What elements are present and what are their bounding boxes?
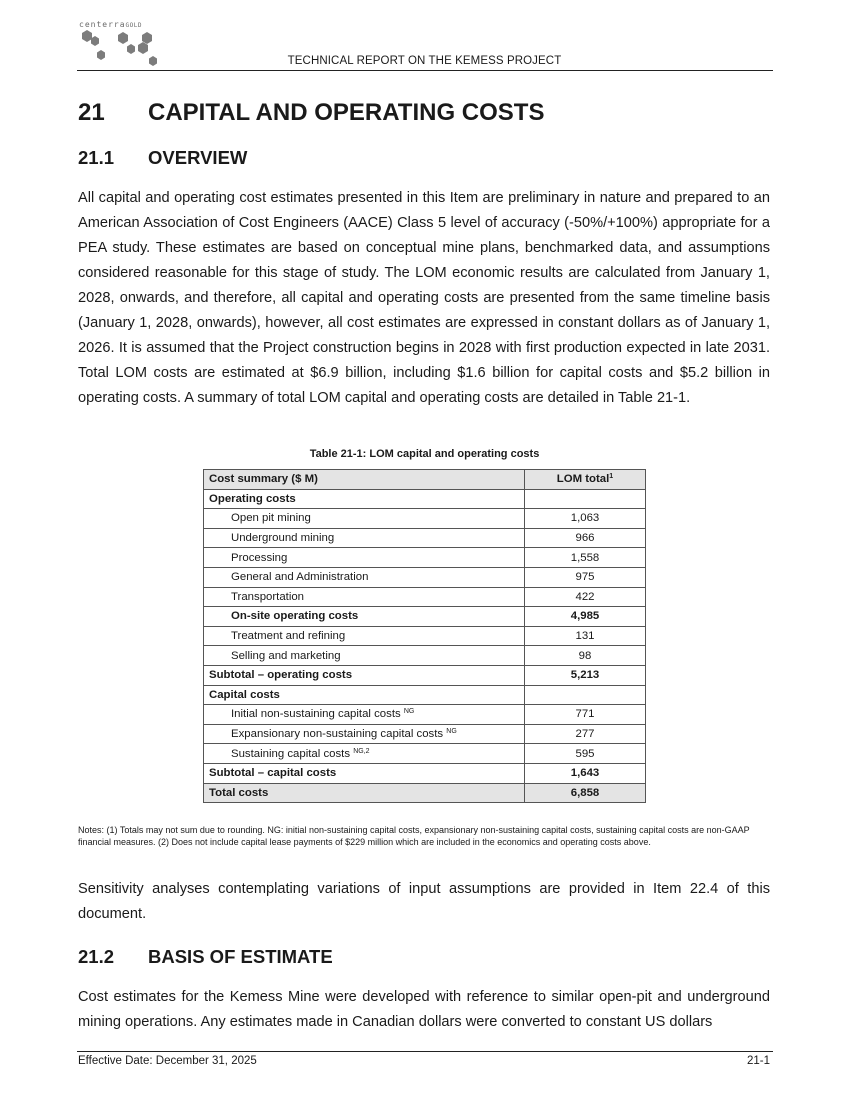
sensitivity-paragraph: Sensitivity analyses contemplating variations of input assumptions are provided in Item 22.4 of this document.	[78, 881, 770, 922]
row-value	[525, 489, 646, 509]
row-label: General and Administration	[204, 567, 525, 587]
section-number: 21	[78, 99, 105, 126]
row-label: Initial non-sustaining capital costs $^{NG}$	[204, 705, 525, 725]
page-number: 21-1	[746, 1055, 770, 1067]
row-label: Open pit mining	[204, 509, 525, 529]
table-notes: Notes: (1) Totals may not sum due to rounding. NG: initial non-sustaining capital costs, expansionary non-sustaining capital costs, sustaining capital costs are non-GAAP financial measures. (2) Does not include capital lease payments of $229 million which are included in the economics and operating costs above.	[78, 825, 750, 848]
row-value: 98	[525, 646, 646, 666]
row-label: Subtotal – operating costs	[204, 665, 525, 685]
subsection-title: BASIS OF ESTIMATE	[148, 946, 333, 967]
logo-text-suffix: GOLD	[125, 22, 142, 29]
row-value: 771	[525, 705, 646, 725]
subsection-number: 21.1	[78, 147, 115, 168]
section-heading	[78, 99, 544, 127]
subsection-heading-basis	[78, 946, 333, 968]
subsection-heading-overview	[78, 147, 247, 169]
row-label: Sustaining capital costs $^{NG,2}$	[204, 744, 525, 764]
row-value: 131	[525, 626, 646, 646]
row-value: 966	[525, 528, 646, 548]
row-value: 6,858	[525, 783, 646, 803]
subsection-title: OVERVIEW	[148, 147, 248, 168]
row-value: 4,985	[525, 607, 646, 627]
row-label: Capital costs	[204, 685, 525, 705]
table-row	[204, 783, 646, 803]
column-header-cost-summary: Cost summary ($ M)	[204, 470, 525, 490]
row-value: 422	[525, 587, 646, 607]
table-caption: Table 21-1: LOM capital and operating costs	[309, 448, 540, 460]
table-row	[204, 646, 646, 666]
subsection-number: 21.2	[78, 946, 115, 967]
cost-summary-table	[203, 469, 646, 803]
row-label: Processing	[204, 548, 525, 568]
effective-date: Effective Date: December 31, 2025	[78, 1055, 257, 1067]
table-header-row	[204, 470, 646, 490]
table-row	[204, 587, 646, 607]
row-value: 595	[525, 744, 646, 764]
table-row	[204, 724, 646, 744]
overview-paragraph: All capital and operating cost estimates presented in this Item are preliminary in nature and prepared to an American Association of Cost Engineers (AACE) Class 5 level of accuracy (-50%/+100%) appropriate for a PEA study. These estimates are based on conceptual mine plans, benchmarked data, and assumptions considered reasonable for this stage of study. The LOM economic results are calculated from January 1, 2028, onwards, and therefore, all capital and operating costs are presented from the same timeline basis (January 1, 2028, onwards), however, all cost estimates are expressed in constant dollars as of January 1, 2026. It is assumed that the Project construction begins in 2028 with first production expected in late 2031. Total LOM costs are estimated at $6.9 billion, including $1.6 billion for capital costs and $5.2 billion in operating costs. A summary of total LOM capital and operating costs are detailed in Table 21-1.	[78, 190, 770, 406]
footnote-marker: NG	[403, 708, 415, 716]
table-row	[204, 528, 646, 548]
row-label: Selling and marketing	[204, 646, 525, 666]
row-label: Expansionary non-sustaining capital costs $^{NG}$	[204, 724, 525, 744]
header-divider	[77, 70, 773, 71]
table-row	[204, 763, 646, 783]
table-row	[204, 509, 646, 529]
row-value	[525, 685, 646, 705]
row-label: Subtotal – capital costs	[204, 763, 525, 783]
footnote-marker: NG	[446, 728, 457, 736]
section-title: CAPITAL AND OPERATING COSTS	[148, 99, 545, 126]
row-value: 277	[525, 724, 646, 744]
logo-text: centerra	[79, 20, 126, 29]
row-label: Underground mining	[204, 528, 525, 548]
table-row	[204, 705, 646, 725]
table-row	[204, 548, 646, 568]
report-header-title: TECHNICAL REPORT ON THE KEMESS PROJECT	[287, 55, 562, 67]
footnote-marker: NG,2	[353, 747, 370, 755]
table-row	[204, 744, 646, 764]
row-value: 975	[525, 567, 646, 587]
row-value: 1,558	[525, 548, 646, 568]
row-value: 1,643	[525, 763, 646, 783]
table-row	[204, 626, 646, 646]
row-value: 1,063	[525, 509, 646, 529]
column-header-lom-total: LOM total$^1$	[525, 470, 646, 490]
table-row	[204, 685, 646, 705]
row-value: 5,213	[525, 665, 646, 685]
basis-paragraph: Cost estimates for the Kemess Mine were developed with reference to similar open-pit and underground mining operations. Any estimates made in Canadian dollars were converted to constant US dollars	[78, 989, 770, 1030]
table-row	[204, 567, 646, 587]
row-label: Treatment and refining	[204, 626, 525, 646]
row-label: Transportation	[204, 587, 525, 607]
row-label: Operating costs	[204, 489, 525, 509]
row-label: Total costs	[204, 783, 525, 803]
row-label: On-site operating costs	[204, 607, 525, 627]
table-row	[204, 607, 646, 627]
footer-divider	[77, 1051, 773, 1052]
table-row	[204, 489, 646, 509]
table-row	[204, 665, 646, 685]
